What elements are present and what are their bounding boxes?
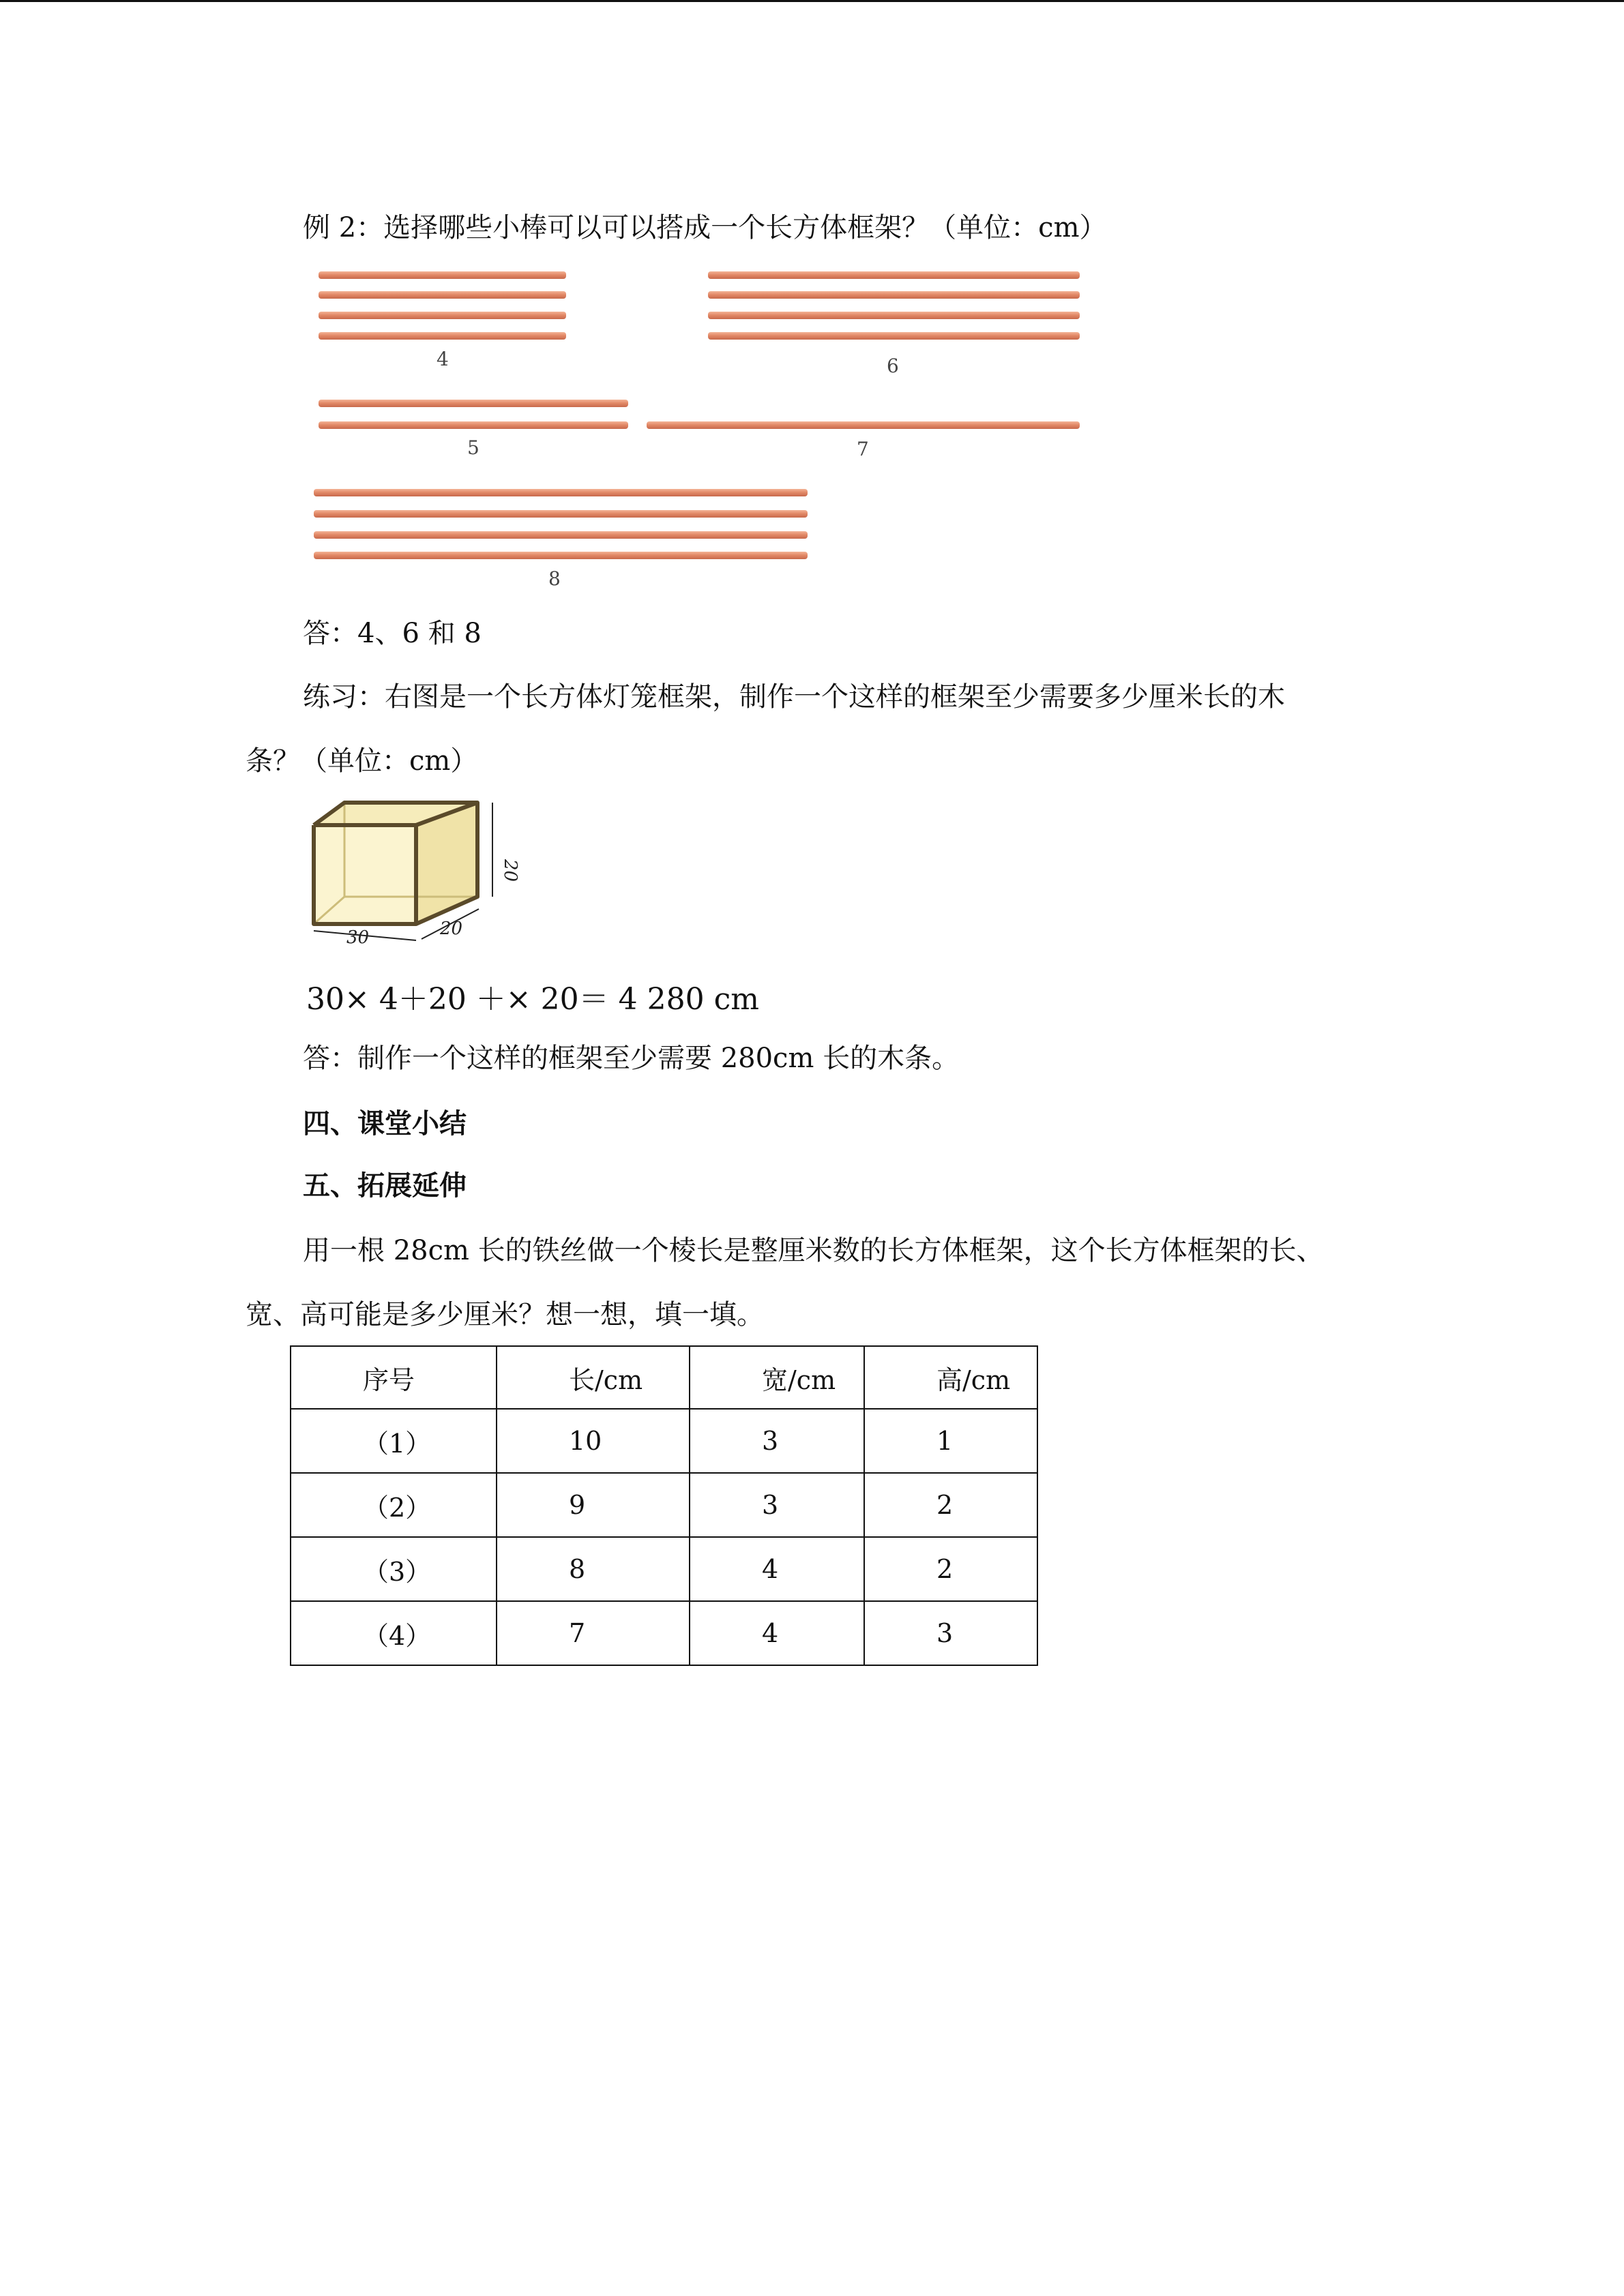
table-cell: （2）	[291, 1473, 497, 1537]
table-header-cell: 宽/cm	[690, 1346, 864, 1409]
stick-5	[319, 400, 628, 407]
table-header-cell: 长/cm	[497, 1346, 690, 1409]
table-header-row	[291, 1346, 1037, 1409]
table-row	[291, 1409, 1037, 1473]
table-cell: 2	[864, 1473, 1037, 1537]
stick-4	[319, 332, 566, 340]
stick-4	[319, 312, 566, 319]
stick-7	[647, 421, 1080, 429]
page-top-border	[0, 0, 1624, 2]
stick-label-7: 7	[857, 438, 869, 460]
stick-4	[319, 271, 566, 279]
practice-equation: 30× 4＋20 ＋× 20＝ 4 280 cm	[306, 982, 759, 1017]
extension-line1: 用一根 28cm 长的铁丝做一个棱长是整厘米数的长方体框架，这个长方体框架的长、	[303, 1235, 1324, 1266]
table-row	[291, 1537, 1037, 1601]
table-cell: 2	[864, 1537, 1037, 1601]
table-header-cell: 序号	[291, 1346, 497, 1409]
table-cell: 9	[497, 1473, 690, 1537]
practice-question-line2: 条？（单位：cm）	[246, 745, 478, 777]
stick-4	[319, 291, 566, 299]
stick-8	[314, 489, 808, 496]
table-cell: （3）	[291, 1537, 497, 1601]
stick-8	[314, 510, 808, 518]
box-width-label: 20	[440, 919, 463, 939]
cuboid-frame-figure	[300, 794, 525, 944]
section4-heading: 四、课堂小结	[303, 1107, 467, 1139]
stick-label-4: 4	[437, 348, 449, 370]
stick-label-8: 8	[548, 567, 561, 590]
stick-5	[319, 421, 628, 429]
table-cell: （4）	[291, 1601, 497, 1665]
table-row	[291, 1601, 1037, 1665]
box-height-label: 20	[500, 859, 520, 882]
section5-heading: 五、拓展延伸	[303, 1169, 467, 1202]
table-cell: 1	[864, 1409, 1037, 1473]
stick-6	[708, 271, 1080, 279]
stick-8	[314, 552, 808, 559]
stick-6	[708, 312, 1080, 319]
dimensions-table	[290, 1345, 1038, 1666]
box-length-label: 30	[346, 927, 370, 944]
stick-label-5: 5	[467, 436, 479, 459]
table-cell: （1）	[291, 1409, 497, 1473]
practice-answer: 答：制作一个这样的框架至少需要 280cm 长的木条。	[303, 1043, 960, 1074]
table-cell: 4	[690, 1537, 864, 1601]
example2-question: 例 2：选择哪些小棒可以可以搭成一个长方体框架？（单位：cm）	[303, 212, 1107, 243]
table-row	[291, 1473, 1037, 1537]
stick-8	[314, 531, 808, 539]
table-header-cell: 高/cm	[864, 1346, 1037, 1409]
table-cell: 10	[497, 1409, 690, 1473]
table-cell: 7	[497, 1601, 690, 1665]
stick-6	[708, 291, 1080, 299]
table-cell: 3	[864, 1601, 1037, 1665]
stick-label-6: 6	[887, 355, 899, 377]
table-cell: 3	[690, 1409, 864, 1473]
extension-line2: 宽、高可能是多少厘米？想一想，填一填。	[246, 1299, 764, 1330]
stick-6	[708, 332, 1080, 340]
table-cell: 4	[690, 1601, 864, 1665]
practice-question-line1: 练习：右图是一个长方体灯笼框架，制作一个这样的框架至少需要多少厘米长的木	[303, 681, 1285, 713]
table-cell: 8	[497, 1537, 690, 1601]
example2-answer: 答：4、6 和 8	[303, 618, 482, 649]
table-cell: 3	[690, 1473, 864, 1537]
